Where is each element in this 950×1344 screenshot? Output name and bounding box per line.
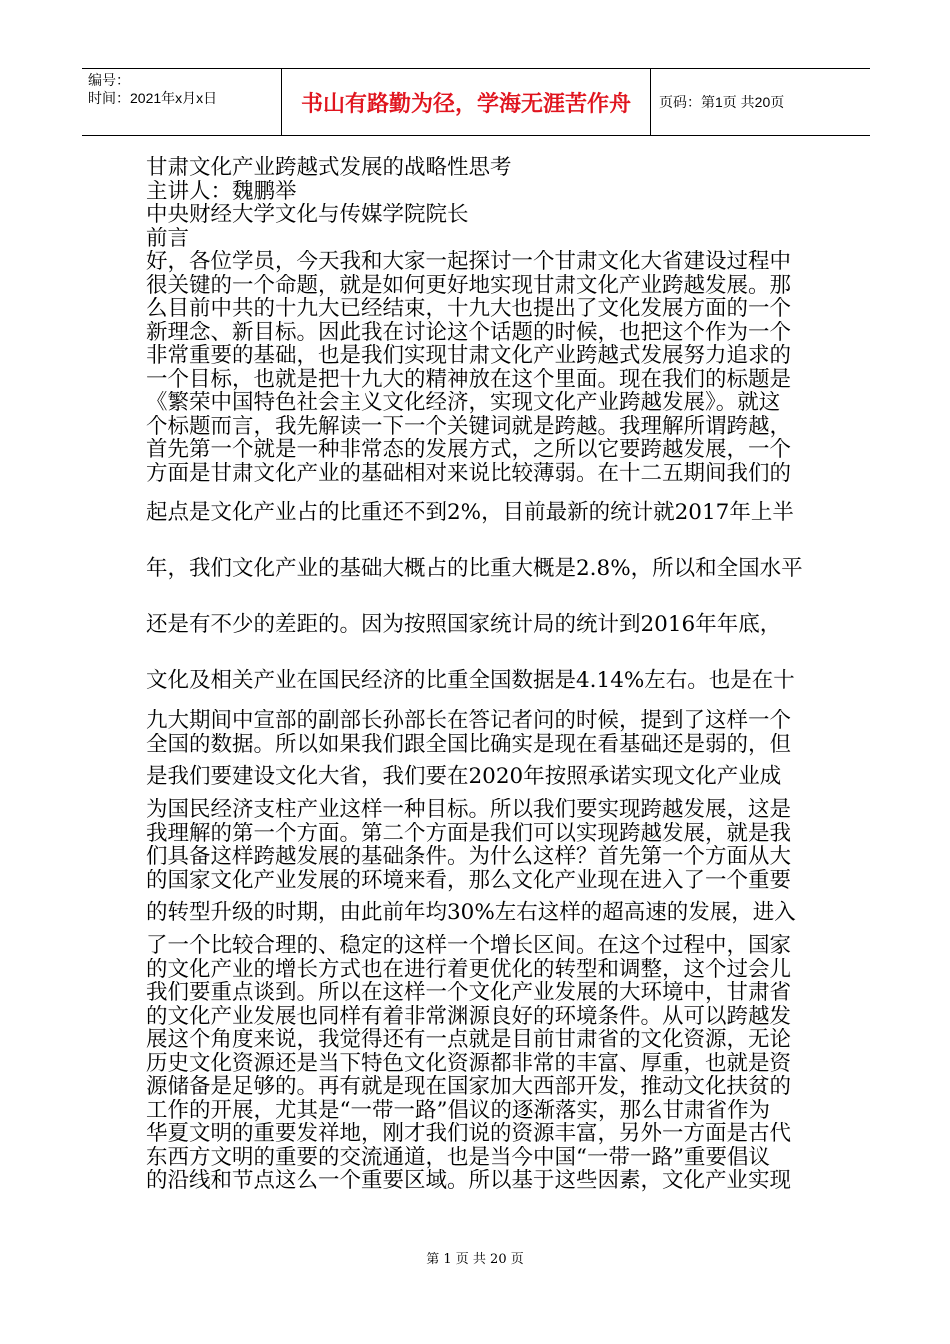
header-meta-cell — [82, 69, 282, 135]
text-line: 一个目标，也就是把十九大的精神放在这个里面。现在我们的标题是 — [146, 367, 792, 391]
text-line: 的文化产业的增长方式也在进行着更优化的转型和调整，这个过会儿 — [146, 957, 792, 981]
text-line: 《繁荣中国特色社会主义文化经济，实现文化产业跨越发展》。就这 — [146, 391, 781, 415]
text-line: 历史文化资源还是当下特色文化资源都非常的丰富、厚重，也就是资 — [146, 1051, 792, 1075]
text-line: 东西方文明的重要的交流通道，也是当今中国“一带一路”重要倡议 — [146, 1145, 770, 1169]
text-line: 的文化产业发展也同样有着非常渊源良好的环境条件。从可以跨越发 — [146, 1004, 792, 1028]
text-line: 很关键的一个命题，就是如何更好地实现甘肃文化产业跨越发展。那 — [146, 273, 792, 297]
text-line: 为国民经济支柱产业这样一种目标。所以我们要实现跨越发展，这是 — [146, 798, 792, 822]
text-line: 年，我们文化产业的基础大概占的比重大概是2.8%，所以和全国水平 — [146, 556, 803, 581]
preface-heading: 前言 — [146, 226, 190, 250]
header-motto: 书山有路勤为径，学海无涯苦作舟 — [282, 69, 651, 135]
affiliation-line: 中央财经大学文化与传媒学院院长 — [146, 203, 469, 227]
text-line: 非常重要的基础，也是我们实现甘肃文化产业跨越式发展努力追求的 — [146, 344, 792, 368]
text-line: 起点是文化产业占的比重还不到2%，目前最新的统计就2017年上半 — [146, 500, 794, 525]
text-line: 了一个比较合理的、稳定的这样一个增长区间。在这个过程中，国家 — [146, 934, 792, 958]
text-line: 的转型升级的时期，由此前年均30%左右这样的超高速的发展，进入 — [146, 900, 796, 925]
text-line: 新理念、新目标。因此我在讨论这个话题的时候，也把这个作为一个 — [146, 320, 792, 344]
text-line: 华夏文明的重要发祥地，刚才我们说的资源丰富，另外一方面是古代 — [146, 1122, 792, 1146]
text-line: 首先第一个就是一种非常态的发展方式，之所以它要跨越发展，一个 — [146, 438, 792, 462]
text-line: 源储备是足够的。再有就是现在国家加大西部开发，推动文化扶贫的 — [146, 1075, 792, 1099]
time-label: 时间：2021年x月x日 — [88, 90, 218, 106]
text-line: 么目前中共的十九大已经结束，十九大也提出了文化发展方面的一个 — [146, 297, 792, 321]
speaker-line: 主讲人：魏鹏举 — [146, 179, 297, 203]
number-label: 编号： — [88, 72, 130, 88]
document-body — [146, 156, 810, 1193]
text-line: 们具备这样跨越发展的基础条件。为什么这样？首先第一个方面从大 — [146, 845, 792, 869]
document-title: 甘肃文化产业跨越式发展的战略性思考 — [146, 156, 512, 180]
text-line: 展这个角度来说，我觉得还有一点就是目前甘肃省的文化资源，无论 — [146, 1028, 792, 1052]
text-line: 还是有不少的差距的。因为按照国家统计局的统计到2016年年底， — [146, 612, 782, 637]
text-line: 的沿线和节点这么一个重要区域。所以基于这些因素，文化产业实现 — [146, 1169, 792, 1193]
text-line: 文化及相关产业在国民经济的比重全国数据是4.14%左右。也是在十 — [146, 668, 795, 693]
text-line: 个标题而言，我先解读一下一个关键词就是跨越。我理解所谓跨越， — [146, 414, 792, 438]
text-line: 是我们要建设文化大省，我们要在2020年按照承诺实现文化产业成 — [146, 764, 782, 789]
text-line: 我们要重点谈到。所以在这样一个文化产业发展的大环境中，甘肃省 — [146, 981, 792, 1005]
header-page-info: 页码：第1页 共20页 — [659, 94, 785, 110]
text-line: 好，各位学员，今天我和大家一起探讨一个甘肃文化大省建设过程中 — [146, 250, 792, 274]
text-line: 我理解的第一个方面。第二个方面是我们可以实现跨越发展，就是我 — [146, 821, 792, 845]
text-line: 工作的开展，尤其是“一带一路”倡议的逐渐落实，那么甘肃省作为 — [146, 1098, 770, 1122]
document-header-table — [82, 68, 870, 136]
page-footer: 第 1 页 共 20 页 — [426, 1252, 524, 1267]
text-line: 全国的数据。所以如果我们跟全国比确实是现在看基础还是弱的，但 — [146, 732, 792, 756]
text-line: 的国家文化产业发展的环境来看，那么文化产业现在进入了一个重要 — [146, 868, 792, 892]
text-line: 方面是甘肃文化产业的基础相对来说比较薄弱。在十二五期间我们的 — [146, 461, 792, 485]
text-line: 九大期间中宣部的副部长孙部长在答记者问的时候，提到了这样一个 — [146, 709, 792, 733]
